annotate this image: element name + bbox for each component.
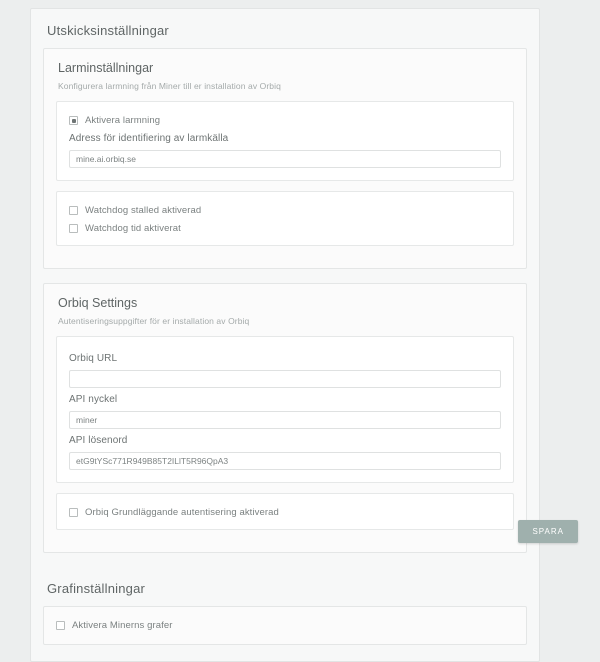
alarm-settings-panel <box>43 48 527 269</box>
orbiq-url-label: Orbiq URL <box>69 353 118 364</box>
api-key-field <box>69 394 501 429</box>
basic-auth-checkbox[interactable] <box>69 508 78 517</box>
api-key-input[interactable] <box>69 411 501 429</box>
api-password-input[interactable] <box>69 452 501 470</box>
api-password-field <box>69 435 501 470</box>
api-password-label: API lösenord <box>69 435 128 446</box>
settings-card <box>30 8 540 662</box>
enable-alarm-row[interactable] <box>69 115 501 126</box>
orbiq-url-input[interactable] <box>69 370 501 388</box>
watchdog-stalled-row[interactable] <box>69 205 501 216</box>
alarm-panel-subtitle: Konfigurera larmning från Miner till er installation av Orbiq <box>58 81 281 91</box>
enable-alarm-label: Aktivera larmning <box>85 115 161 126</box>
api-key-label: API nyckel <box>69 394 118 405</box>
alarm-address-field <box>69 133 501 168</box>
basic-auth-row[interactable] <box>69 507 501 518</box>
enable-graphs-checkbox[interactable] <box>56 621 65 630</box>
watchdog-time-checkbox[interactable] <box>69 224 78 233</box>
enable-graphs-label: Aktivera Minerns grafer <box>72 620 173 631</box>
orbiq-panel-subtitle: Autentiseringsuppgifter för er installation av Orbiq <box>58 316 250 326</box>
enable-alarm-checkbox[interactable] <box>69 116 78 125</box>
orbiq-settings-panel <box>43 283 527 553</box>
alarm-address-input[interactable] <box>69 150 501 168</box>
orbiq-credentials-box <box>56 336 514 483</box>
alarm-enable-box <box>56 101 514 181</box>
save-button[interactable]: SPARA <box>518 520 578 543</box>
basic-auth-label: Orbiq Grundläggande autentisering aktiverad <box>85 507 279 518</box>
watchdog-time-label: Watchdog tid aktiverat <box>85 223 181 234</box>
page-title: Utskicksinställningar <box>47 23 169 38</box>
alarm-address-label: Adress för identifiering av larmkälla <box>69 133 229 144</box>
enable-graphs-row[interactable] <box>56 620 514 631</box>
orbiq-url-field <box>69 353 501 388</box>
watchdog-stalled-checkbox[interactable] <box>69 206 78 215</box>
watchdog-box <box>56 191 514 246</box>
watchdog-stalled-label: Watchdog stalled aktiverad <box>85 205 202 216</box>
orbiq-panel-heading: Orbiq Settings <box>58 296 138 310</box>
alarm-panel-heading: Larminställningar <box>58 61 154 75</box>
basic-auth-box <box>56 493 514 530</box>
save-button-wrap <box>518 520 578 543</box>
watchdog-time-row[interactable] <box>69 223 501 234</box>
graph-settings-panel <box>43 606 527 645</box>
graph-section-title: Grafinställningar <box>47 581 146 596</box>
